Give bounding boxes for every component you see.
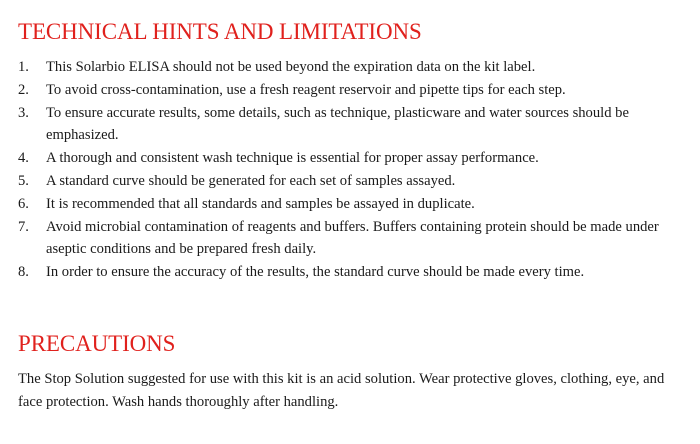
list-item-number: 2. [18,81,29,98]
list-item-number: 6. [18,195,29,212]
list-item-number: 4. [18,150,29,167]
list-item [18,79,683,102]
list-item [18,102,683,148]
list-item [18,170,683,193]
list-item-number: 8. [18,264,29,281]
list-item-text: To ensure accurate results, some details, such as technique, plasticware and water sources should be emphasized. [46,104,629,144]
list-item [18,147,683,170]
list-item-text: This Solarbio ELISA should not be used beyond the expiration data on the kit label. [46,59,536,75]
list-item-number: 5. [18,172,29,189]
list-item-number: 3. [18,104,29,121]
list-item-text: A standard curve should be generated for each set of samples assayed. [46,172,456,189]
list-item-text: In order to ensure the accuracy of the results, the standard curve should be made every time. [46,264,585,281]
technical-hints-list [18,56,683,284]
list-item [18,193,683,216]
list-item [18,216,683,262]
list-item-number: 1. [18,59,29,75]
list-item-text: It is recommended that all standards and samples be assayed in duplicate. [46,195,475,212]
section-title-technical-hints: TECHNICAL HINTS AND LIMITATIONS [18,19,422,44]
precautions-paragraph: The Stop Solution suggested for use with this kit is an acid solution. Wear protective gloves, clothing, eye, and face protection. Wash hands thoroughly after handling. [18,371,665,410]
list-item [18,261,683,284]
list-item-text: A thorough and consistent wash technique is essential for proper assay performance. [46,150,539,167]
list-item-text: Avoid microbial contamination of reagents and buffers. Buffers containing protein should be made under aseptic conditions and be prepared fresh daily. [46,218,659,258]
list-item-text: To avoid cross-contamination, use a fresh reagent reservoir and pipette tips for each step. [46,81,566,98]
list-item-number: 7. [18,218,29,235]
section-title-precautions: PRECAUTIONS [18,331,176,356]
list-item [18,56,683,79]
